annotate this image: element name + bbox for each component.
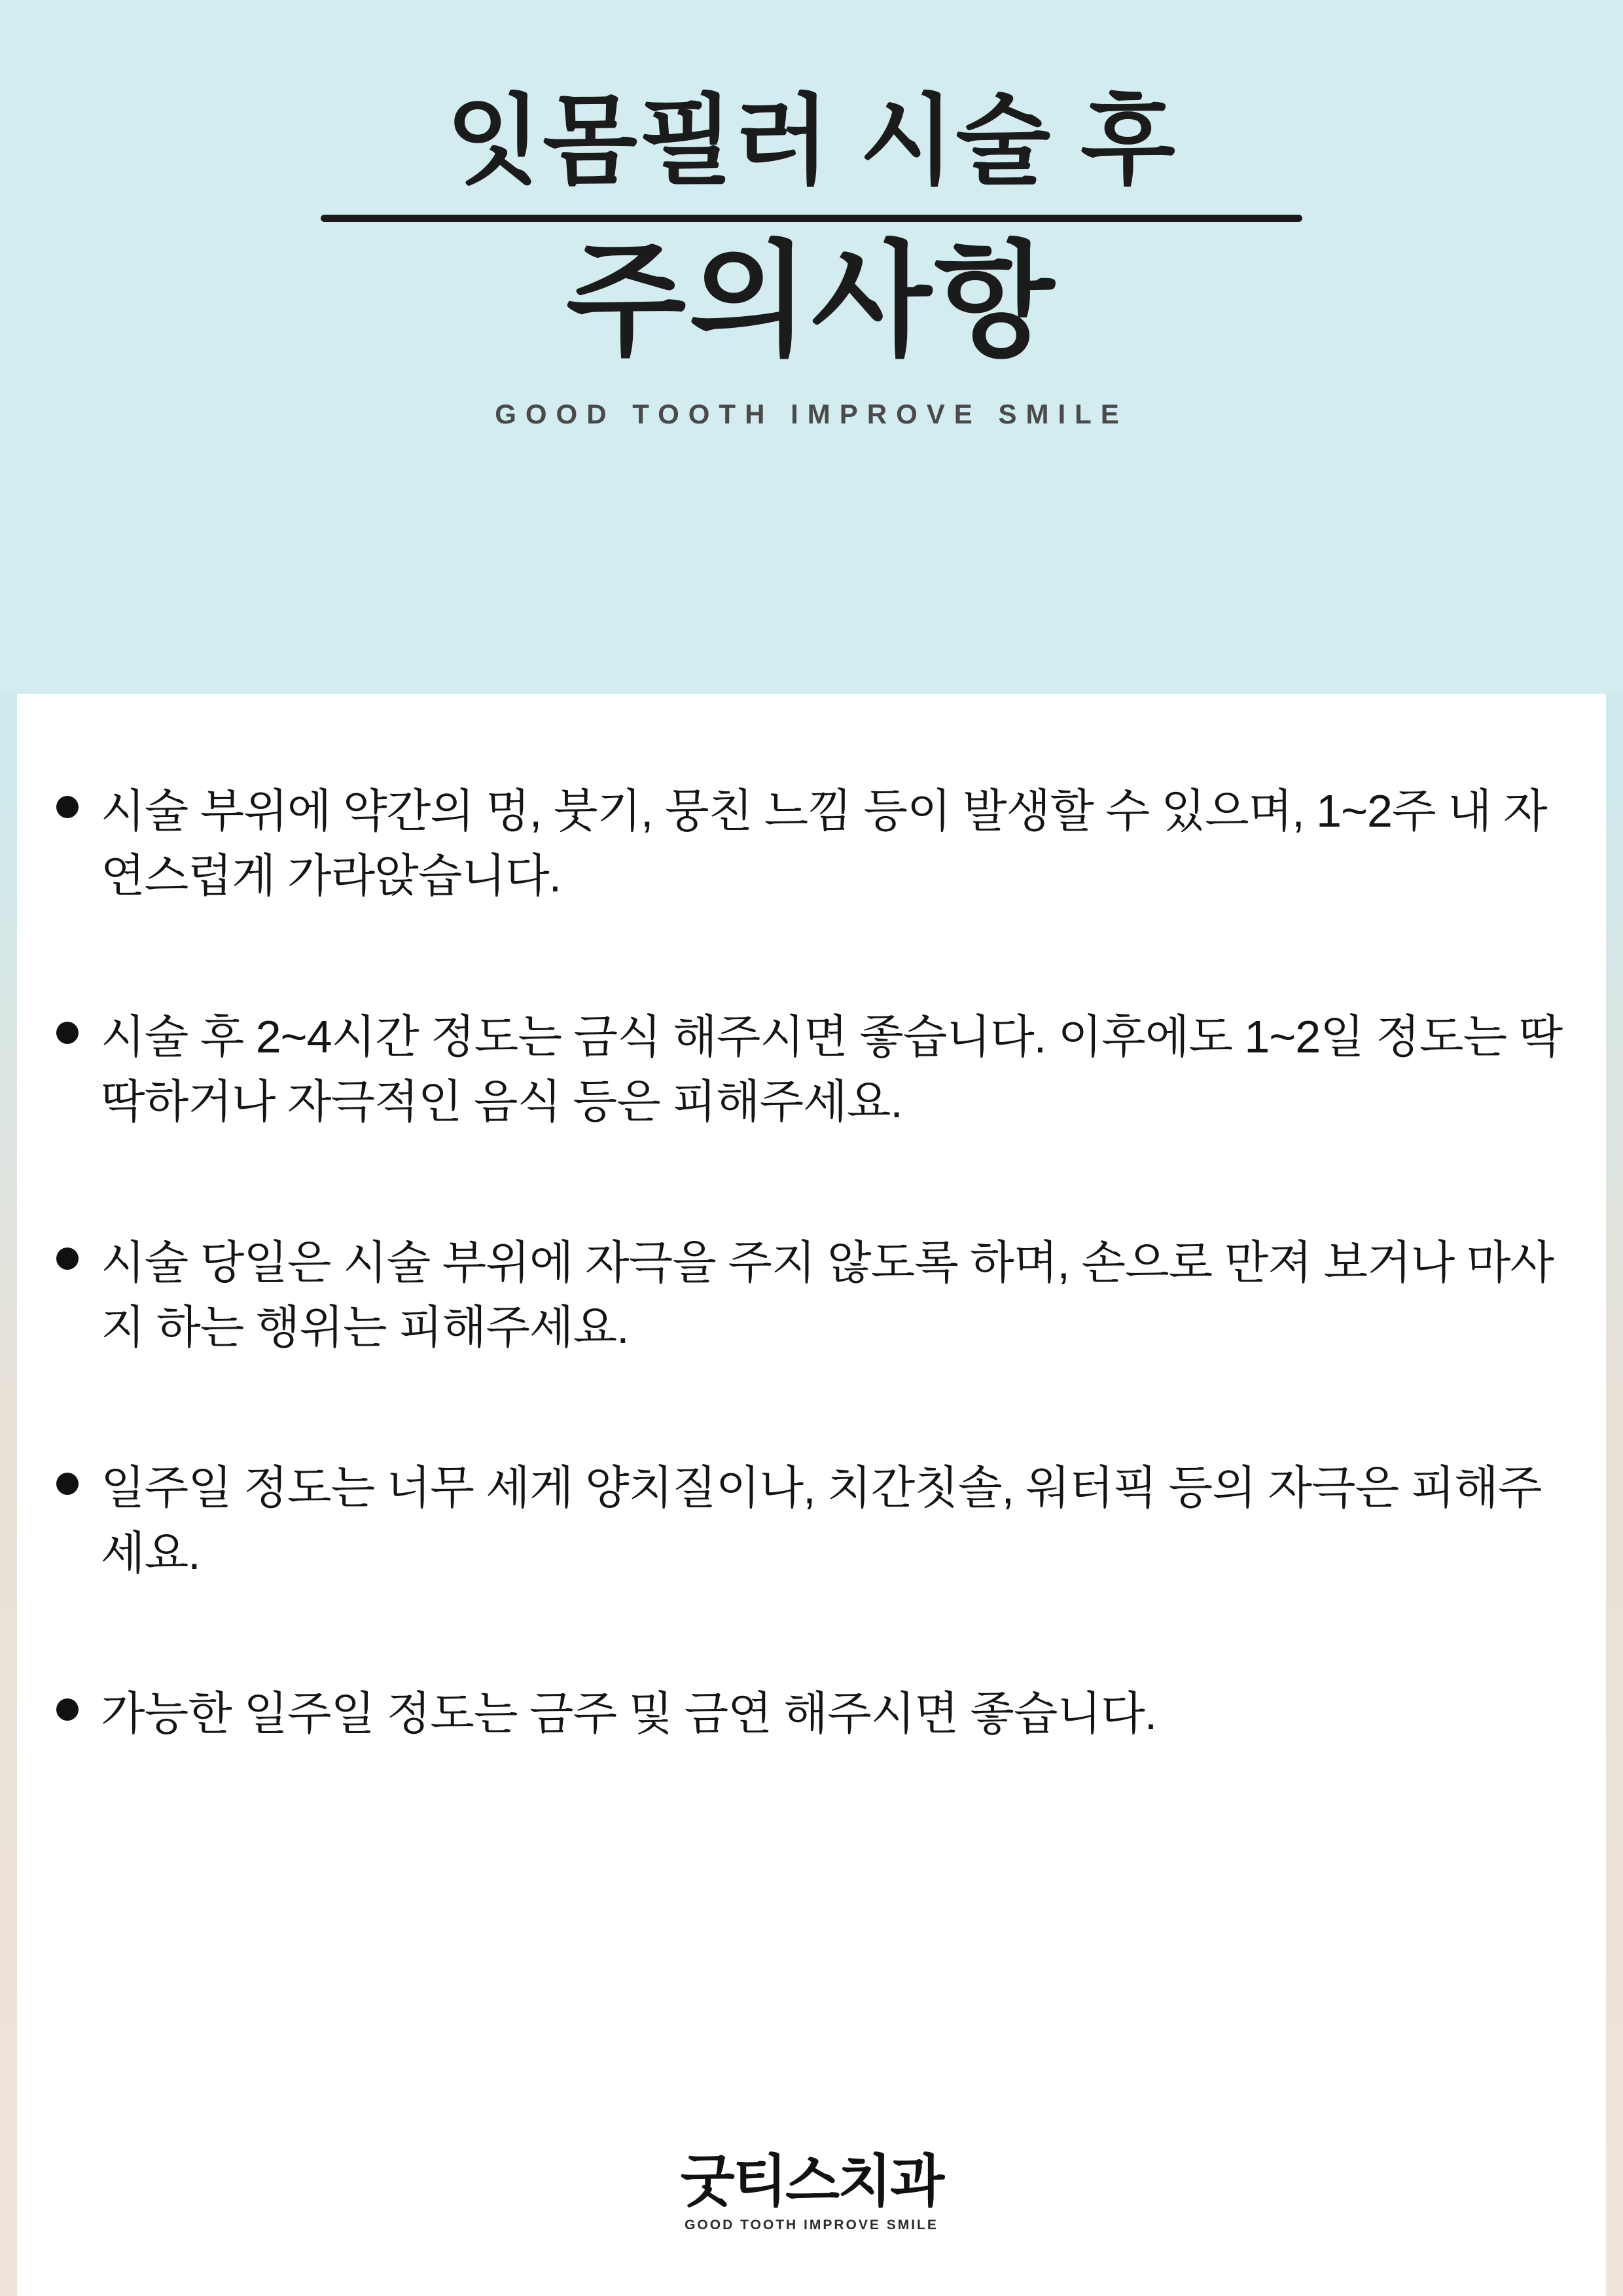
notice-text: 시술 부위에 약간의 멍, 붓기, 뭉친 느낌 등이 발생할 수 있으며, 1~2주 내 자연스럽게 가라앉습니다. xyxy=(101,785,1547,902)
list-item xyxy=(56,1230,1575,1361)
notice-text: 시술 당일은 시술 부위에 자극을 주지 않도록 하며, 손으로 만져 보거나 마사지 하는 행위는 피해주세요. xyxy=(101,1236,1554,1353)
list-item xyxy=(56,779,1575,909)
notice-text: 가능한 일주일 정도는 금주 및 금연 해주시면 좋습니다. xyxy=(101,1688,1157,1740)
bullet-icon xyxy=(56,1022,79,1044)
clinic-logo-tagline: GOOD TOOTH IMPROVE SMILE xyxy=(685,2217,938,2233)
poster-header xyxy=(0,0,1623,694)
content-card xyxy=(17,694,1606,2296)
bullet-icon xyxy=(56,1698,79,1721)
bullet-icon xyxy=(56,1247,79,1270)
bullet-icon xyxy=(56,796,79,818)
page-title-line2: 주의사항 xyxy=(565,232,1058,370)
list-item xyxy=(56,1456,1575,1586)
title-divider xyxy=(321,215,1302,222)
notice-list xyxy=(56,779,1575,1842)
notice-text: 시술 후 2~4시간 정도는 금식 해주시면 좋습니다. 이후에도 1~2일 정도는 딱딱하거나 자극적인 음식 등은 피해주세요. xyxy=(101,1011,1563,1128)
bullet-icon xyxy=(56,1473,79,1495)
clinic-logo-text: 굿티스치과 xyxy=(680,2150,943,2213)
notice-text: 일주일 정도는 너무 세게 양치질이나, 치간칫솔, 워터픽 등의 자극은 피해주세요. xyxy=(101,1462,1542,1579)
list-item xyxy=(56,1681,1575,1746)
footer-logo xyxy=(17,2150,1606,2233)
list-item xyxy=(56,1005,1575,1135)
header-subtitle: GOOD TOOTH IMPROVE SMILE xyxy=(495,398,1128,429)
page-title-line1: 잇몸필러 시술 후 xyxy=(446,86,1177,196)
